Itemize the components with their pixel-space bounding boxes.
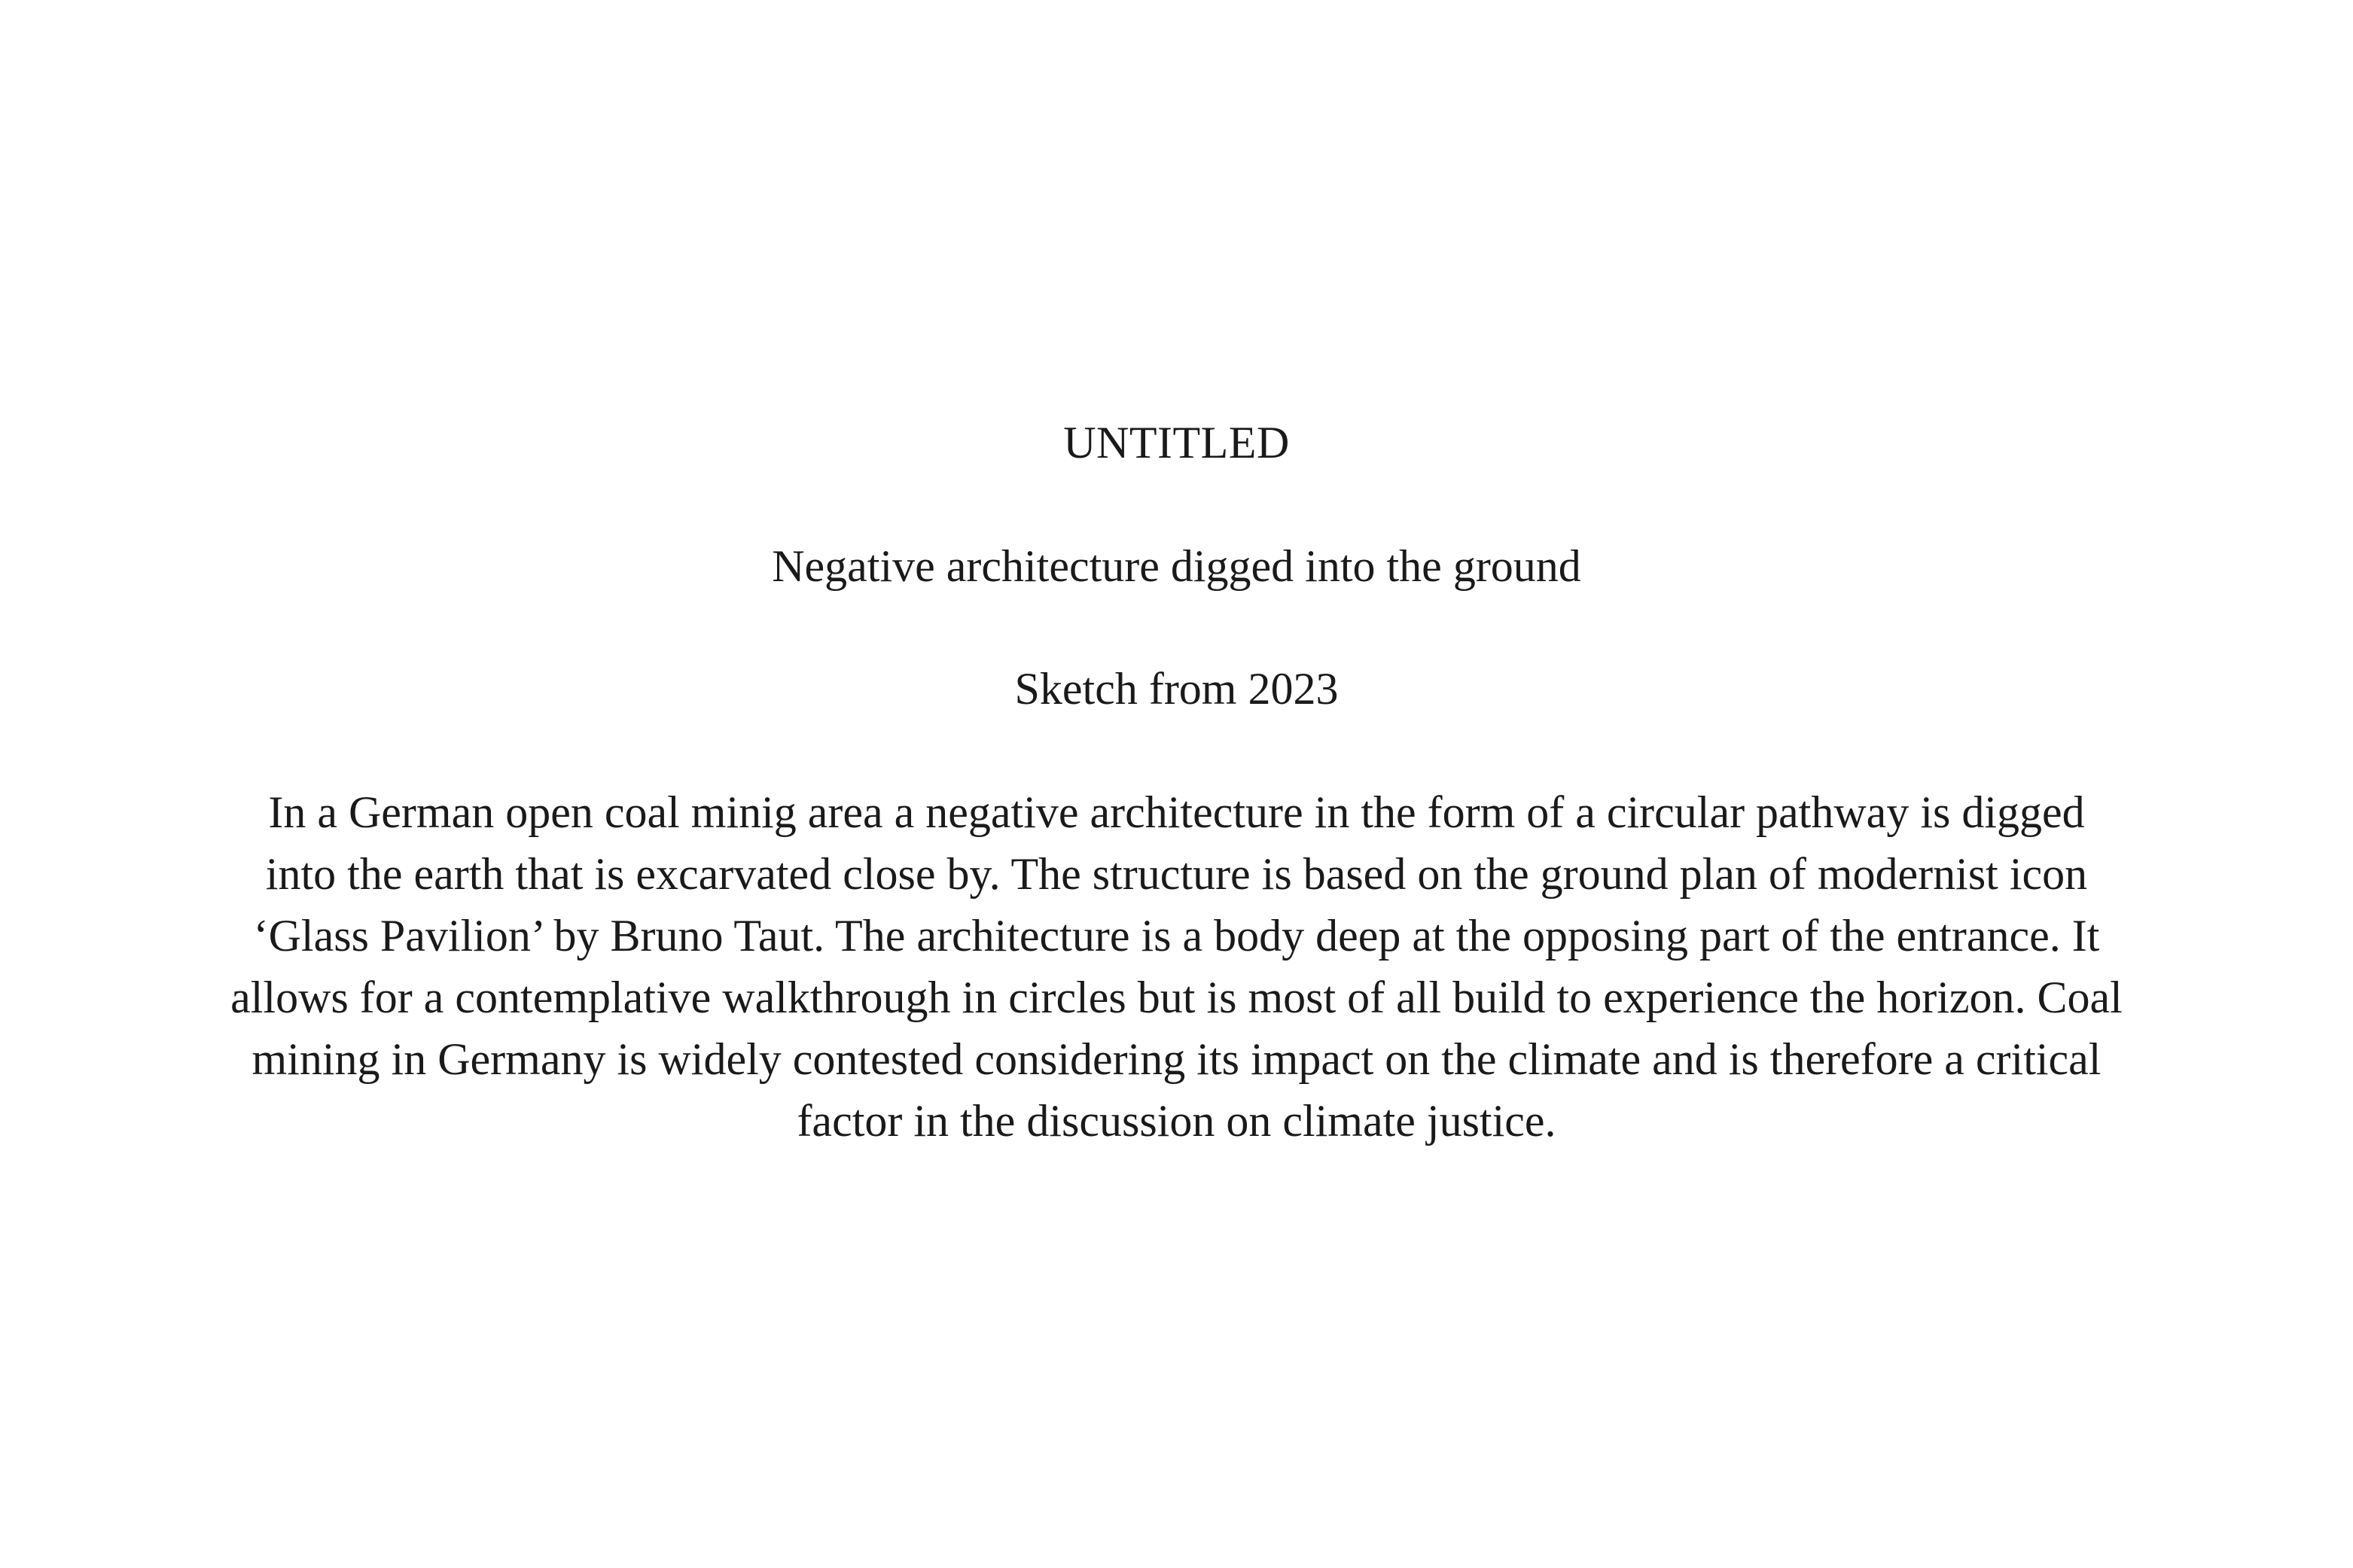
description-line: In a German open coal minig area a negative architecture in the form of a circular pathway is digged — [268, 787, 2085, 837]
date-line: Sketch from 2023 — [1014, 664, 1339, 714]
document-subtitle: Negative architecture digged into the ground — [772, 541, 1581, 591]
description-line: into the earth that is excarvated close by. The structure is based on the ground plan of modernist icon — [265, 849, 2088, 899]
description-line: mining in Germany is widely contested considering its impact on the climate and is therefore a critical — [251, 1034, 2102, 1084]
description-paragraph — [0, 781, 2353, 1152]
description-line: allows for a contemplative walkthrough in circles but is most of all build to experience the horizon. Coal — [230, 973, 2123, 1022]
description-line: ‘Glass Pavilion’ by Bruno Taut. The architecture is a body deep at the opposing part of the entrance. It — [253, 911, 2100, 961]
description-line: factor in the discussion on climate justice. — [797, 1096, 1556, 1146]
document-title: UNTITLED — [1063, 418, 1290, 467]
